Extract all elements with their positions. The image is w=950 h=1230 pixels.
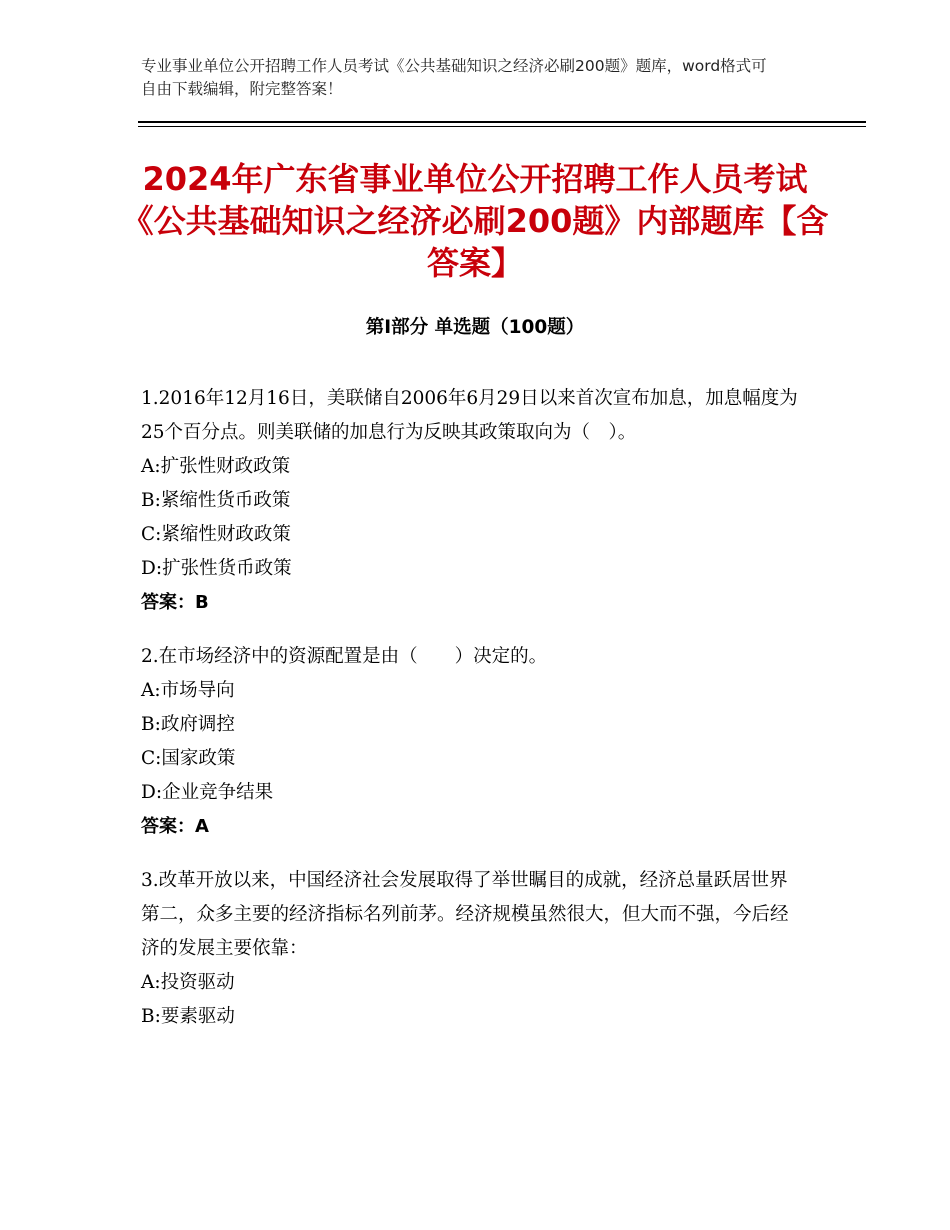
question-list [141,382,803,1054]
option-c: C:国家政策 [141,748,236,769]
option-c: C:紧缩性财政政策 [141,524,291,545]
question-stem: 3.改革开放以来，中国经济社会发展取得了举世瞩目的成就，经济总量跃居世界第二，众多主要的经济指标名列前茅。经济规模虽然很大，但大而不强，今后经济的发展主要依靠： [141,870,789,959]
question-stem: 1.2016年12月16日，美联储自2006年6月29日以来首次宣布加息，加息幅度为25个百分点。则美联储的加息行为反映其政策取向为（ ）。 [141,388,798,443]
question-2 [141,640,803,844]
header-rule-thin [138,126,866,127]
section-title: 第Ⅰ部分 单选题（100题） [365,317,585,338]
option-a: A:投资驱动 [141,972,235,993]
document-title: 2024年广东省事业单位公开招聘工作人员考试《公共基础知识之经济必刷200题》内部题库【含答案】 [121,160,829,282]
option-a: A:市场导向 [141,680,235,701]
header-note: 专业事业单位公开招聘工作人员考试《公共基础知识之经济必刷200题》题库，word格式可自由下载编辑，附完整答案！ [141,57,767,98]
option-a: A:扩张性财政政策 [141,456,291,477]
option-b: B:紧缩性货币政策 [141,490,291,511]
answer: 答案：B [141,592,209,613]
option-b: B:要素驱动 [141,1006,235,1027]
question-3 [141,864,803,1034]
question-stem: 2.在市场经济中的资源配置是由（ ）决定的。 [141,646,548,667]
header-rule-thick [138,121,866,123]
question-1 [141,382,803,620]
option-d: D:企业竞争结果 [141,782,274,803]
answer: 答案：A [141,816,209,837]
option-b: B:政府调控 [141,714,235,735]
option-d: D:扩张性货币政策 [141,558,292,579]
